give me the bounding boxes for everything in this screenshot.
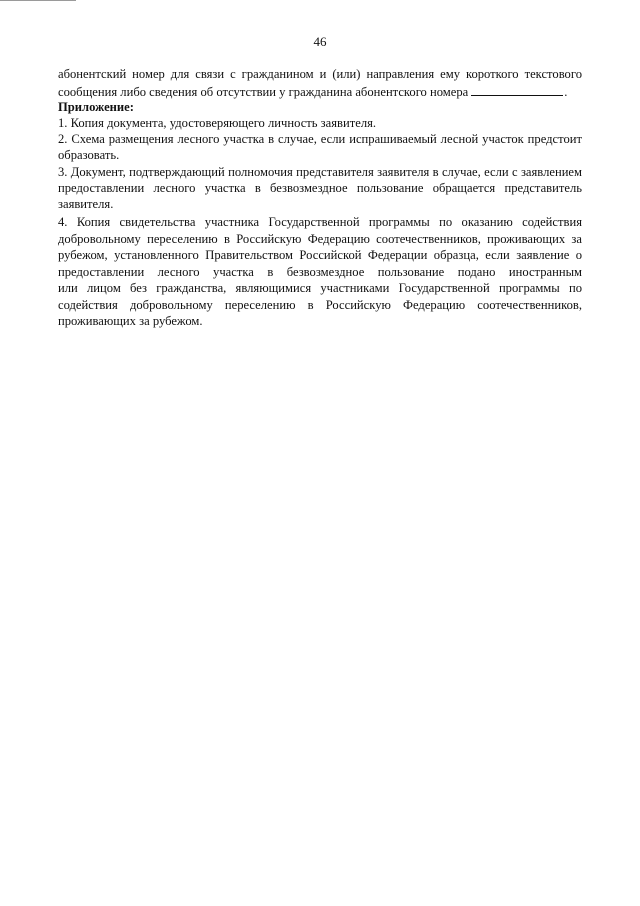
appendix-item-4-line-3: рубежом, установленного Правительством Российской Федерации образца, если заявление о: [58, 248, 582, 262]
appendix-item-4-line-4: предоставлении лесного участка в безвозмездное пользование подано иностранным: [58, 265, 582, 279]
page-number: 46: [313, 34, 327, 49]
appendix-item-3-line-1: 3. Документ, подтверждающий полномочия представителя заявителя в случае, если с заявлением: [58, 165, 582, 179]
appendix-item-4-line-6: содействия добровольному переселению в Российскую Федерацию соотечественников,: [58, 298, 582, 312]
appendix-item-2-line-1: 2. Схема размещения лесного участка в случае, если испрашиваемый лесной участок предстоит: [58, 132, 582, 146]
intro-line-2-text: сообщения либо сведения об отсутствии у гражданина абонентского номера: [58, 85, 469, 99]
intro-line-1: абонентский номер для связи с гражданином и (или) направления ему короткого текстового: [58, 67, 582, 81]
appendix-item-4-line-1: 4. Копия свидетельства участника Государственной программы по оказанию содействия: [58, 215, 582, 229]
appendix-item-2-line-2: образовать.: [58, 148, 120, 162]
phone-number-blank: [471, 83, 563, 96]
appendix-item-3-line-3: заявителя.: [58, 197, 114, 211]
appendix-item-4-line-7: проживающих за рубежом.: [58, 314, 203, 328]
appendix-item-1-line-1: 1. Копия документа, удостоверяющего личность заявителя.: [58, 116, 377, 130]
scan-edge-mark: [0, 0, 76, 1]
appendix-heading: Приложение:: [58, 100, 134, 114]
intro-line-2-end: .: [564, 85, 568, 99]
appendix-item-4-line-2: добровольному переселению в Российскую Федерацию соотечественников, проживающих за: [58, 232, 582, 246]
appendix-item-4-line-5: или лицом без гражданства, являющимися участниками Государственной программы по: [58, 281, 582, 295]
intro-line-2: [58, 83, 582, 99]
appendix-item-3-line-2: предоставлении лесного участка в безвозмездное пользование обращается представитель: [58, 181, 582, 195]
